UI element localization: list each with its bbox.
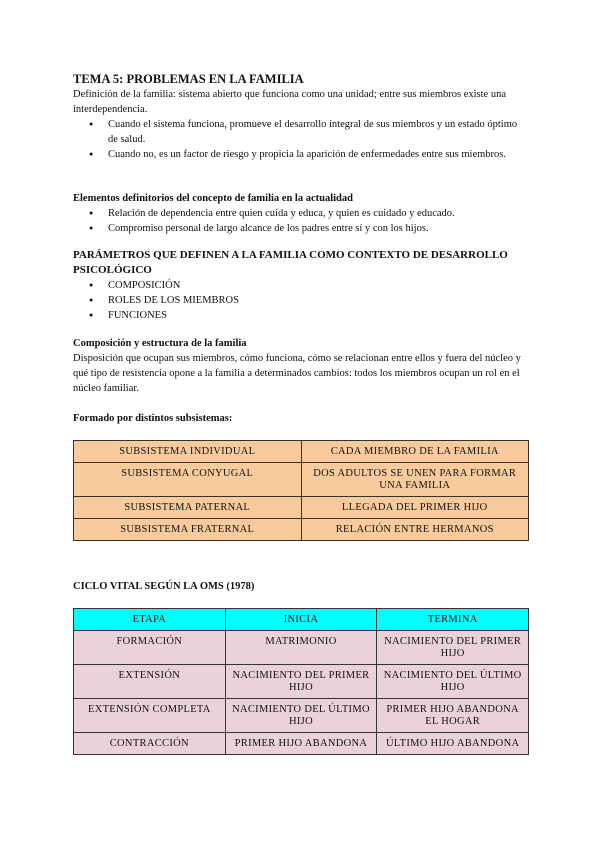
table-cell: SUBSISTEMA CONYUGAL [74,463,302,497]
table-cell: MATRIMONIO [225,631,377,665]
table-cell: PRIMER HIJO ABANDONA [225,733,377,755]
table-cell: SUBSISTEMA FRATERNAL [74,519,302,541]
list-item: ● FUNCIONES [73,308,529,323]
list-item: ● Compromiso personal de largo alcance de los padres entre sí y con los hijos. [73,221,529,236]
params-heading: PARÁMETROS QUE DEFINEN A LA FAMILIA COMO CONTEXTO DE DESARROLLO PSICOLÓGICO [73,249,508,276]
table-cell: CONTRACCIÓN [74,733,226,755]
list-item: ● ROLES DE LOS MIEMBROS [73,293,529,308]
composition-section [73,336,529,396]
table-cell: NACIMIENTO DEL ÚLTIMO HIJO [377,665,529,699]
table-cell: ÚLTIMO HIJO ABANDONA [377,733,529,755]
intro-section [73,71,529,162]
table-row [74,463,529,497]
table-row [74,497,529,519]
table-cell: SUBSISTEMA PATERNAL [74,497,302,519]
table-cell: LLEGADA DEL PRIMER HIJO [301,497,529,519]
elements-section [73,191,529,236]
table-row [74,733,529,755]
subsystems-table [73,440,529,541]
cycle-table [73,608,529,755]
table-row [74,699,529,733]
list-item: ● Relación de dependencia entre quien cuida y educa, y quien es cuidado y educado. [73,206,529,221]
table-row [74,665,529,699]
table-cell: RELACIÓN ENTRE HERMANOS [301,519,529,541]
column-header: TERMINA [377,609,529,631]
table-cell: NACIMIENTO DEL PRIMER HIJO [225,665,377,699]
table-cell: FORMACIÓN [74,631,226,665]
page-title: TEMA 5: PROBLEMAS EN LA FAMILIA [73,72,304,86]
column-header: INICIA [225,609,377,631]
list-item: ● COMPOSICIÓN [73,278,529,293]
table-cell: EXTENSIÓN [74,665,226,699]
subsystems-heading: Formado por distintos subsistemas: [73,413,233,424]
params-section [73,248,529,323]
table-row [74,519,529,541]
table-cell: NACIMIENTO DEL ÚLTIMO HIJO [225,699,377,733]
table-cell: CADA MIEMBRO DE LA FAMILIA [301,441,529,463]
table-cell: NACIMIENTO DEL PRIMER HIJO [377,631,529,665]
table-cell: PRIMER HIJO ABANDONA EL HOGAR [377,699,529,733]
column-header: ETAPA [74,609,226,631]
definition-text: Definición de la familia: sistema abierto que funciona como una unidad; entre sus miembros existe una interdependencia. [73,89,506,115]
cycle-heading: CICLO VITAL SEGÚN LA OMS (1978) [73,581,255,592]
elements-heading: Elementos definitorios del concepto de familia en la actualidad [73,193,353,204]
table-cell: EXTENSIÓN COMPLETA [74,699,226,733]
table-cell: SUBSISTEMA INDIVIDUAL [74,441,302,463]
table-row [74,441,529,463]
composition-heading: Composición y estructura de la familia [73,338,247,349]
table-header-row [74,609,529,631]
table-row [74,631,529,665]
list-item: ● Cuando no, es un factor de riesgo y propicia la aparición de enfermedades entre sus miembros. [73,147,529,162]
list-item: ● Cuando el sistema funciona, promueve el desarrollo integral de sus miembros y un estado óptimo de salud. [73,117,529,147]
table-cell: DOS ADULTOS SE UNEN PARA FORMAR UNA FAMILIA [301,463,529,497]
composition-text: Disposición que ocupan sus miembros, cómo funciona, cómo se relacionan entre ellos y fuera del núcleo y qué tipo de resistencia opone a la familia a determinados cambios: todos los miembros ocupan un rol en el núcleo familiar. [73,353,521,394]
